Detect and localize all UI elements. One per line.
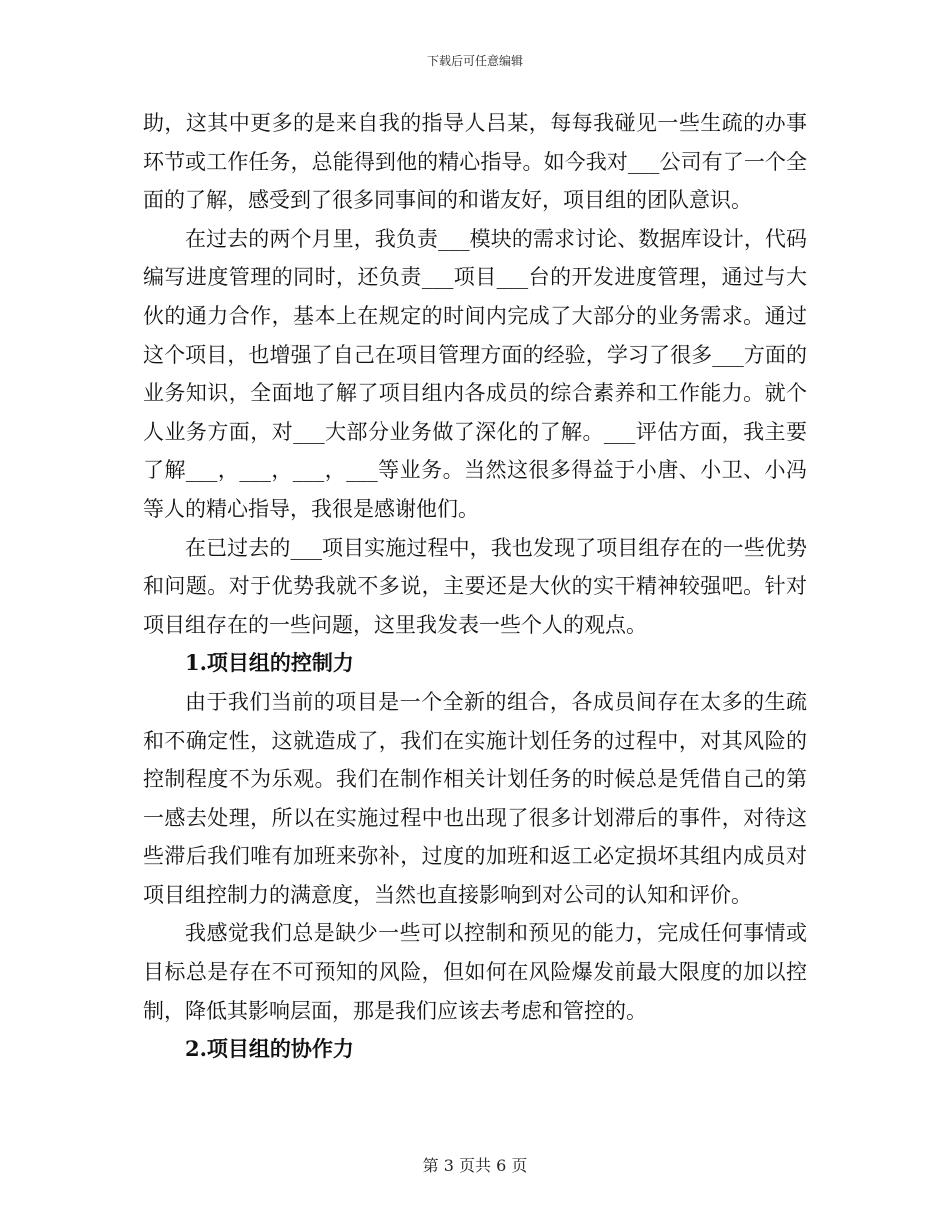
page-header: 下载后可任意编辑 [426,54,523,68]
paragraph-2: 在过去的两个月里，我负责___模块的需求讨论、数据库设计，代码编写进度管理的同时，还负责___项目___台的开发进度管理，通过与大伙的通力合作，基本上在规定的时间内完成了大部分的业务需求。通过这个项目，也增强了自己在项目管理方面的经验，学习了很多___方面的业务知识，全面地了解了项目组内各成员的综合素养和工作能力。就个人业务方面，对___大部分业务做了深化的了解。___评估方面，我主要了解___，___，___，___等业务。当然这很多得益于小唐、小卫、小冯等人的精心指导，我很是感谢他们。 [143,226,807,521]
paragraph-4: 由于我们当前的项目是一个全新的组合，各成员间存在太多的生疏和不确定性，这就造成了，我们在实施计划任务的过程中，对其风险的控制程度不为乐观。我们在制作相关计划任务的时候总是凭借自己的第一感去处理，所以在实施过程中也出现了很多计划滞后的事件，对待这些滞后我们唯有加班来弥补，过度的加班和返工必定损坏其组内成员对项目组控制力的满意度，当然也直接影响到对公司的认知和评价。 [143,689,807,907]
paragraph-1: 助，这其中更多的是来自我的指导人吕某，每每我碰见一些生疏的办事环节或工作任务，总能得到他的精心指导。如今我对___公司有了一个全面的了解，感受到了很多同事间的和谐友好，项目组的团队意识。 [143,111,807,213]
paragraph-5: 我感觉我们总是缺少一些可以控制和预见的能力，完成任何事情或目标总是存在不可预知的风险，但如何在风险爆发前最大限度的加以控制，降低其影响层面，那是我们应该去考虑和管控的。 [143,921,807,1023]
page-footer: 第 3 页共 6 页 [422,1156,528,1175]
section-heading-2: 2.项目组的协作力 [185,1036,354,1062]
section-heading-1: 1.项目组的控制力 [185,650,354,676]
document-body [143,104,807,1069]
paragraph-3: 在已过去的___项目实施过程中，我也发现了项目组存在的一些优势和问题。对于优势我就不多说，主要还是大伙的实干精神较强吧。针对项目组存在的一些问题，这里我发表一些个人的观点。 [143,535,807,637]
